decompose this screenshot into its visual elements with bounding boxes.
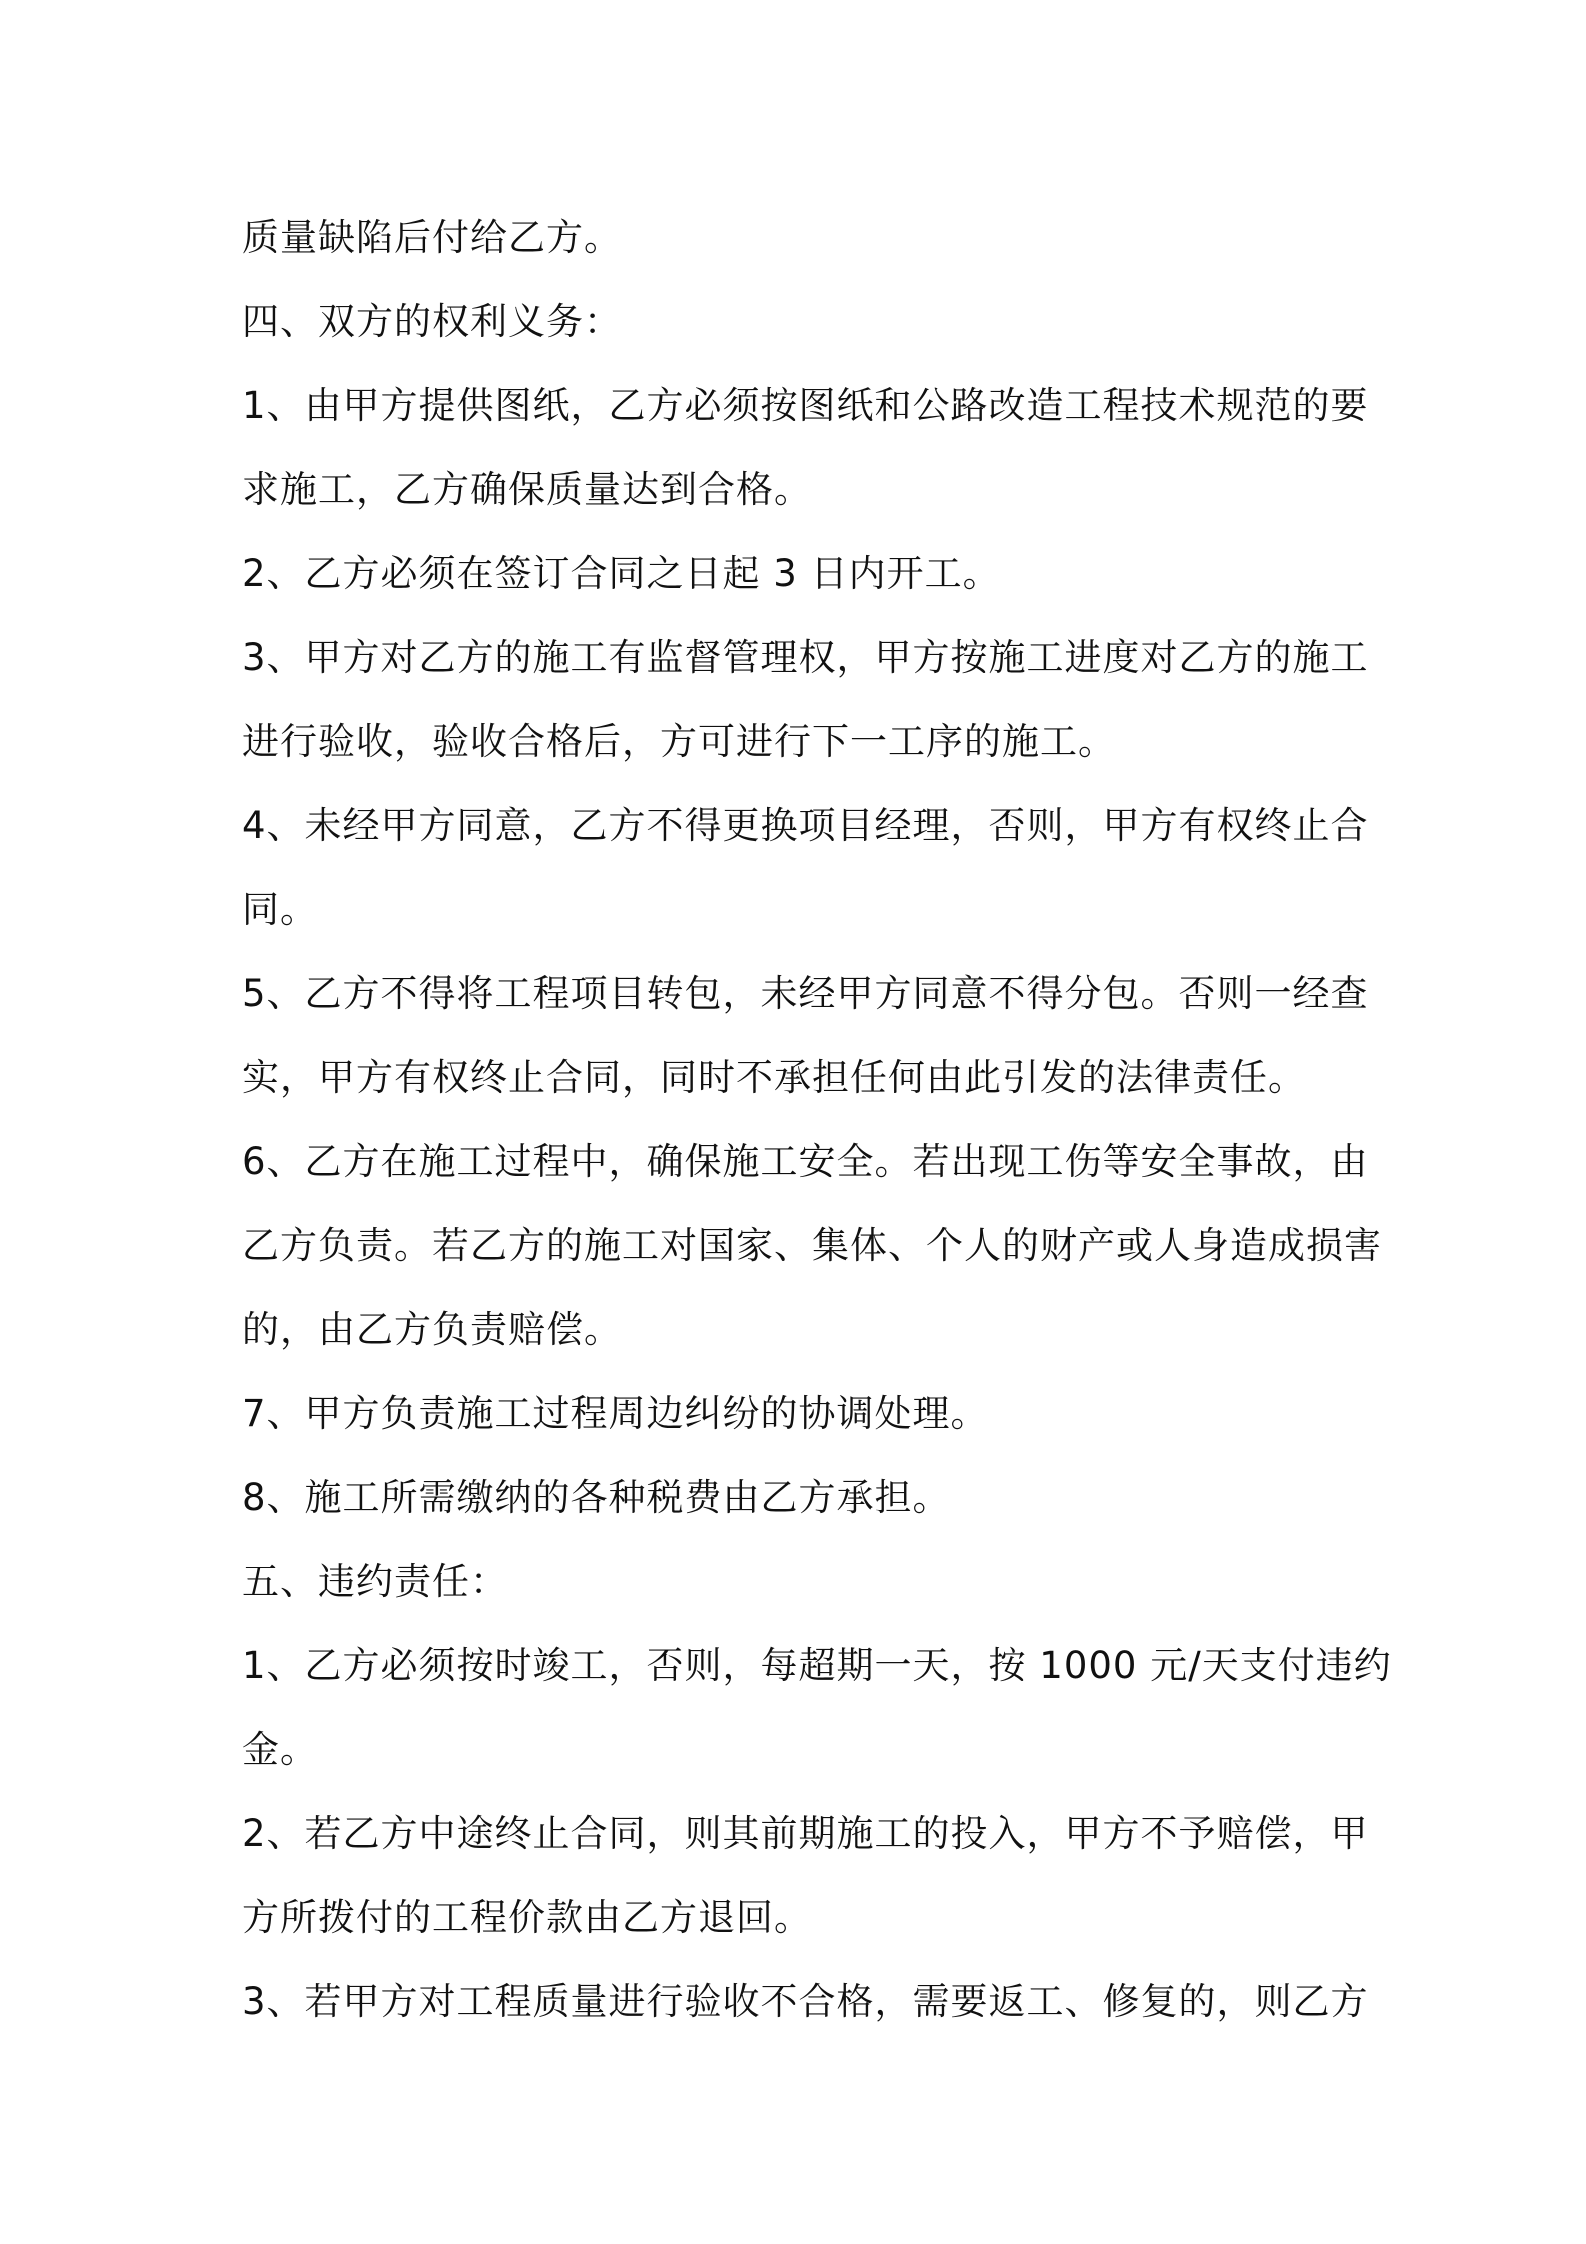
text-line: 1、乙方必须按时竣工，否则，每超期一天，按 1000 元/天支付违约	[242, 1644, 1392, 1687]
text-line: 7、甲方负责施工过程周边纠纷的协调处理。	[242, 1392, 989, 1435]
text-line: 求施工，乙方确保质量达到合格。	[242, 468, 812, 511]
document-body	[242, 196, 1392, 2044]
text-line: 进行验收，验收合格后，方可进行下一工序的施工。	[242, 720, 1116, 763]
text-line: 乙方负责。若乙方的施工对国家、集体、个人的财产或人身造成损害	[242, 1224, 1382, 1267]
section-heading-breach-liability: 五、违约责任：	[242, 1560, 508, 1603]
text-line: 2、乙方必须在签订合同之日起 3 日内开工。	[242, 552, 1001, 595]
text-line: 方所拨付的工程价款由乙方退回。	[242, 1896, 812, 1939]
text-line: 金。	[242, 1728, 318, 1771]
text-line: 2、若乙方中途终止合同，则其前期施工的投入，甲方不予赔偿，甲	[242, 1812, 1369, 1855]
text-line: 6、乙方在施工过程中，确保施工安全。若出现工伤等安全事故，由	[242, 1140, 1369, 1183]
text-line: 的，由乙方负责赔偿。	[242, 1308, 622, 1351]
text-line: 5、乙方不得将工程项目转包，未经甲方同意不得分包。否则一经查	[242, 972, 1369, 1015]
text-line: 8、施工所需缴纳的各种税费由乙方承担。	[242, 1476, 951, 1519]
text-line: 1、由甲方提供图纸，乙方必须按图纸和公路改造工程技术规范的要	[242, 384, 1369, 427]
text-line: 3、甲方对乙方的施工有监督管理权，甲方按施工进度对乙方的施工	[242, 636, 1369, 679]
text-line: 4、未经甲方同意，乙方不得更换项目经理，否则，甲方有权终止合	[242, 804, 1369, 847]
text-line: 同。	[242, 888, 318, 931]
text-line: 3、若甲方对工程质量进行验收不合格，需要返工、修复的，则乙方	[242, 1980, 1369, 2023]
text-line: 实，甲方有权终止合同，同时不承担任何由此引发的法律责任。	[242, 1056, 1306, 1099]
section-heading-rights-obligations: 四、双方的权利义务：	[242, 300, 622, 343]
text-line: 质量缺陷后付给乙方。	[242, 216, 622, 259]
